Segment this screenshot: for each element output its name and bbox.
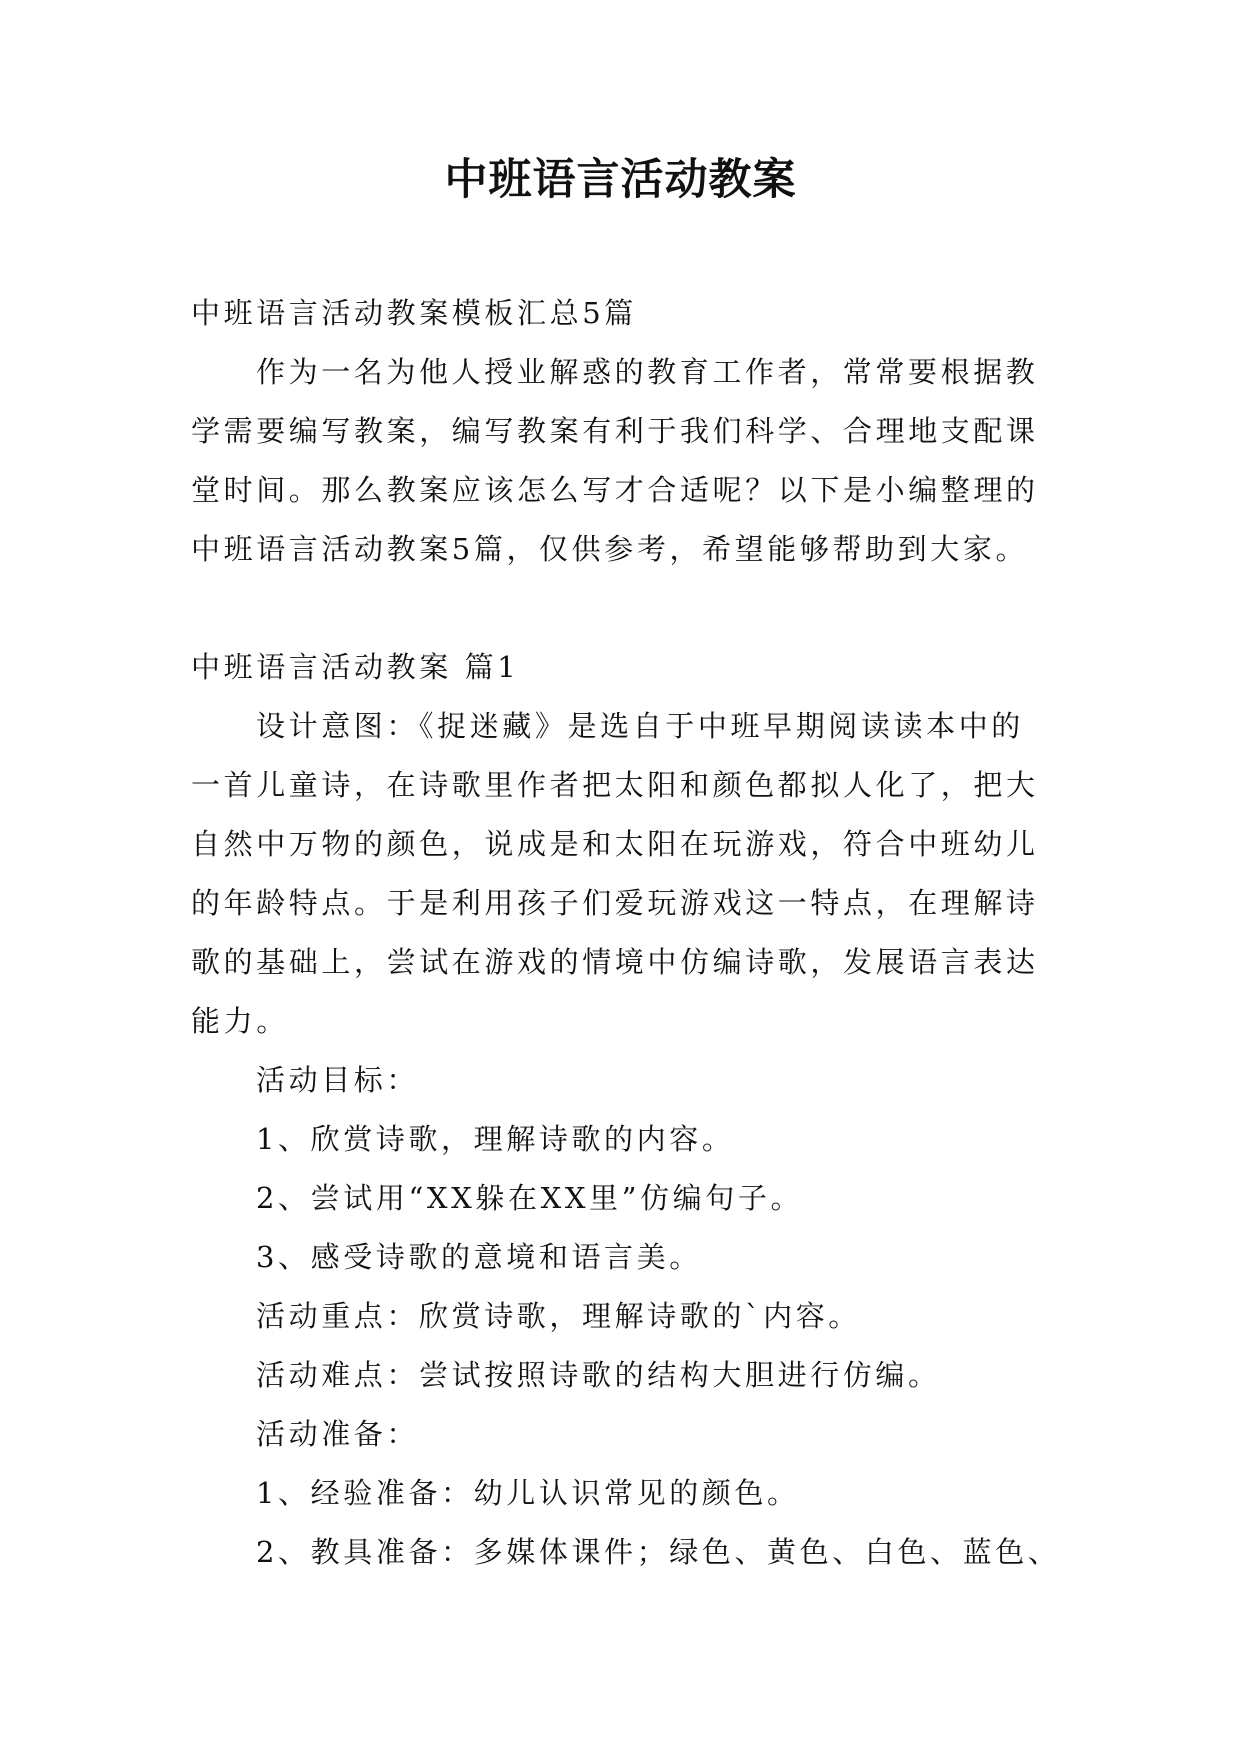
intro-line: 堂时间。那么教案应该怎么写才合适呢？以下是小编整理的 — [191, 473, 1039, 507]
goal-item: 3、感受诗歌的意境和语言美。 — [256, 1240, 702, 1274]
goals-label: 活动目标： — [256, 1063, 420, 1097]
intro-line: 作为一名为他人授业解惑的教育工作者，常常要根据教 — [256, 355, 1039, 389]
document-title: 中班语言活动教案 — [444, 155, 797, 205]
prep-item: 1、经验准备：幼儿认识常见的颜色。 — [256, 1476, 800, 1510]
design-intent-line: 歌的基础上，尝试在游戏的情境中仿编诗歌，发展语言表达 — [191, 945, 1039, 979]
document-subtitle: 中班语言活动教案模板汇总5篇 — [191, 296, 637, 330]
design-intent-line: 的年龄特点。于是利用孩子们爱玩游戏这一特点，在理解诗 — [191, 886, 1039, 920]
paragraph-gap — [191, 579, 1091, 638]
intro-line: 中班语言活动教案5篇，仅供参考，希望能够帮助到大家。 — [191, 532, 1029, 566]
goal-item: 2、尝试用“XX躲在XX里”仿编句子。 — [256, 1181, 804, 1215]
design-intent-line: 设计意图：《捉迷藏》是选自于中班早期阅读读本中的 — [256, 709, 1024, 743]
document-body — [191, 284, 1091, 1582]
section-heading: 中班语言活动教案 篇1 — [191, 650, 520, 684]
difficulty: 活动难点：尝试按照诗歌的结构大胆进行仿编。 — [256, 1358, 941, 1392]
prep-item: 2、教具准备：多媒体课件；绿色、黄色、白色、蓝色、 — [256, 1535, 1061, 1569]
design-intent-line: 能力。 — [191, 1004, 289, 1038]
key-point: 活动重点：欣赏诗歌，理解诗歌的`内容。 — [256, 1299, 861, 1333]
goal-item: 1、欣赏诗歌，理解诗歌的内容。 — [256, 1122, 735, 1156]
prep-label: 活动准备： — [256, 1417, 420, 1451]
design-intent-line: 自然中万物的颜色，说成是和太阳在玩游戏，符合中班幼儿 — [191, 827, 1039, 861]
design-intent-line: 一首儿童诗，在诗歌里作者把太阳和颜色都拟人化了，把大 — [191, 768, 1039, 802]
intro-line: 学需要编写教案，编写教案有利于我们科学、合理地支配课 — [191, 414, 1039, 448]
